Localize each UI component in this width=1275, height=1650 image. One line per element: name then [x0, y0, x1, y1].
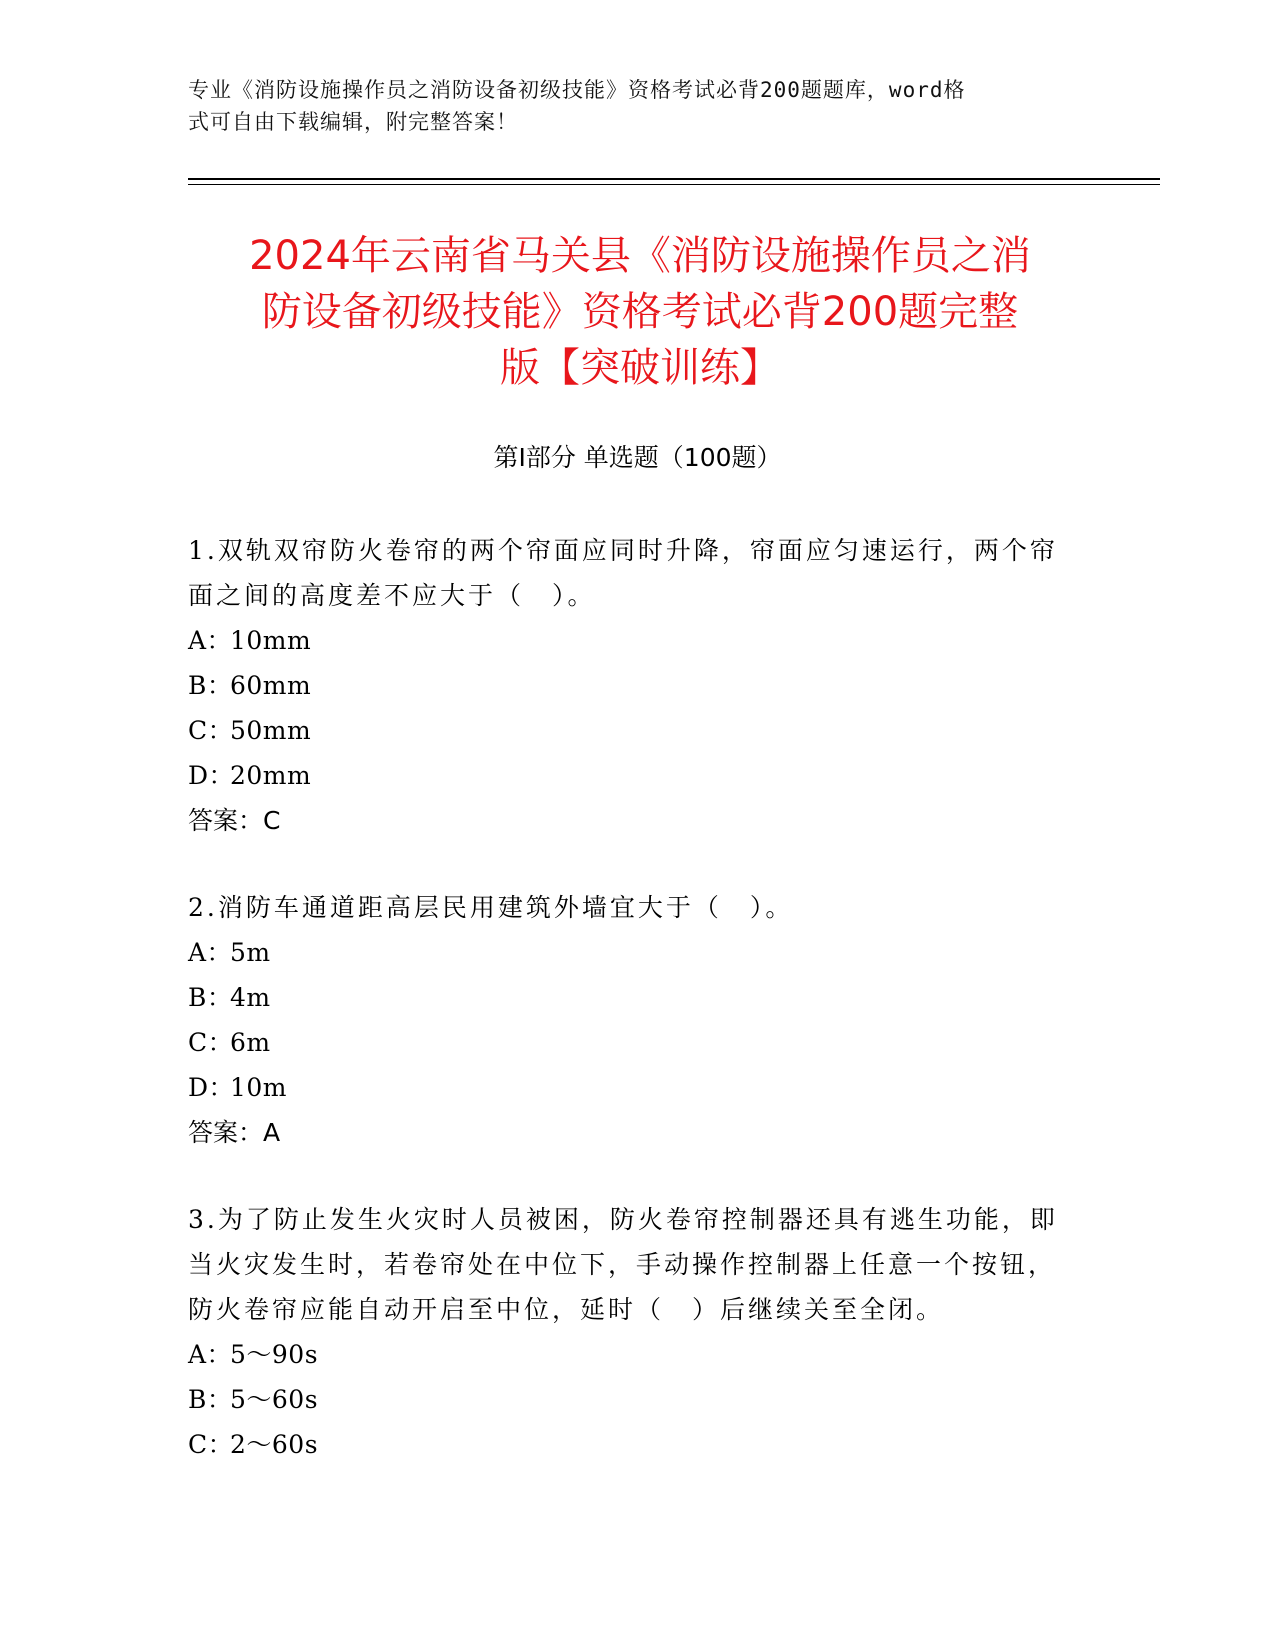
option-b	[188, 1377, 1068, 1422]
header-note	[188, 74, 1068, 138]
option-a	[188, 618, 1068, 663]
option-key: A：	[188, 1340, 233, 1369]
header-note-line1: 专业《消防设施操作员之消防设备初级技能》资格考试必背200题题库，word格	[188, 78, 966, 102]
option-key: B：	[188, 1385, 233, 1414]
option-key: B：	[188, 671, 233, 700]
section-heading: 第Ⅰ部分 单选题（100题）	[493, 443, 782, 472]
question-3	[188, 1197, 1068, 1467]
option-value: 10mm	[230, 626, 312, 655]
option-d	[188, 753, 1068, 798]
option-key: C：	[188, 716, 234, 745]
header-note-line2: 式可自由下载编辑，附完整答案！	[188, 110, 518, 134]
title-line2: 防设备初级技能》资格考试必背200题完整	[261, 289, 1019, 335]
title-line1: 2024年云南省马关县《消防设施操作员之消	[249, 233, 1031, 279]
option-a	[188, 930, 1068, 975]
question-1	[188, 528, 1068, 843]
option-key: C：	[188, 1430, 234, 1459]
option-d	[188, 1065, 1068, 1110]
option-value: 5m	[230, 938, 271, 967]
option-c	[188, 1020, 1068, 1065]
option-value: 2～60s	[230, 1430, 319, 1459]
option-value: 60mm	[230, 671, 312, 700]
option-key: C：	[188, 1028, 234, 1057]
option-b	[188, 975, 1068, 1020]
option-key: D：	[188, 1073, 235, 1102]
option-key: B：	[188, 983, 233, 1012]
title-line3: 版【突破训练】	[500, 345, 780, 391]
option-key: D：	[188, 761, 235, 790]
question-text: 1.双轨双帘防火卷帘的两个帘面应同时升降，帘面应匀速运行，两个帘面之间的高度差不应大于（ ）。	[188, 536, 1058, 610]
option-value: 50mm	[230, 716, 312, 745]
option-value: 10m	[230, 1073, 288, 1102]
question-2	[188, 885, 1068, 1155]
option-c	[188, 708, 1068, 753]
option-c	[188, 1422, 1068, 1467]
option-b	[188, 663, 1068, 708]
document-title	[180, 228, 1100, 396]
option-value: 5～90s	[230, 1340, 319, 1369]
question-text: 3.为了防止发生火灾时人员被困，防火卷帘控制器还具有逃生功能，即当火灾发生时，若卷帘处在中位下，手动操作控制器上任意一个按钮，防火卷帘应能自动开启至中位，延时（ ）后继续关至全闭。	[188, 1205, 1058, 1324]
option-key: A：	[188, 626, 233, 655]
option-value: 6m	[230, 1028, 271, 1057]
answer: 答案：A	[188, 1118, 281, 1147]
header-divider-thick	[188, 178, 1160, 180]
option-value: 5～60s	[230, 1385, 319, 1414]
option-key: A：	[188, 938, 233, 967]
header-divider-thin	[188, 184, 1160, 185]
answer: 答案：C	[188, 806, 281, 835]
option-a	[188, 1332, 1068, 1377]
option-value: 4m	[230, 983, 271, 1012]
option-value: 20mm	[230, 761, 312, 790]
question-list	[188, 528, 1068, 1509]
question-text: 2.消防车通道距高层民用建筑外墙宜大于（ ）。	[188, 893, 794, 922]
